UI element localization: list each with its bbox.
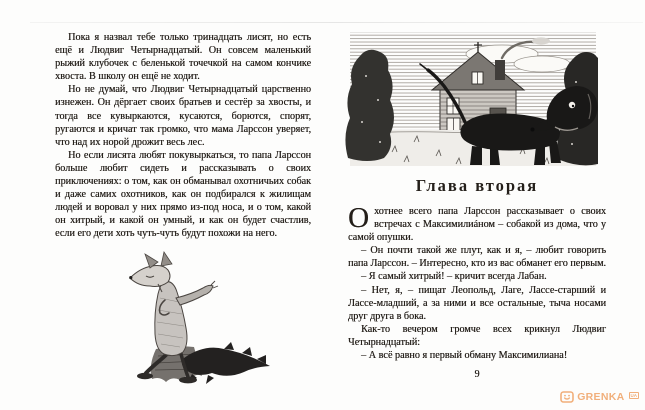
watermark-brand-text: GRENKA bbox=[577, 391, 625, 403]
paragraph: – Нет, я, – пищат Леопольд, Лаге, Лассе-старший и Лассе-младший, а за ними и все остальные, тыча носами друг друга в бока. bbox=[348, 284, 606, 322]
watermark-badge: UA bbox=[630, 393, 637, 398]
paragraph: Как-то вечером громче всех крикнул Людвиг Четырнадцатый: bbox=[348, 323, 606, 348]
grenka-watermark bbox=[560, 391, 639, 403]
opening-text: хотнее всего папа Ларссон рассказывает о своих встречах с Максимилиáном – собакой из дома, что у самой опушки. bbox=[348, 206, 606, 244]
dachshund-house-illustration bbox=[344, 24, 602, 172]
right-text-block bbox=[348, 202, 606, 362]
fox-storyteller-illustration bbox=[100, 246, 285, 394]
paragraph: Но если лисята любят покувыркаться, то папа Ларссон больше любит сидеть и рассказывать о своих приключениях: о том, как он обманывал охотничьих собак и даже самих охотников, как он подбирался к жилищам людей и воровал у них прямо из-под носа, и о том, какой он хитрый, и какой он умный, и как он будет счастлив, если его дети хоть чуть-чуть будут похожи на него. bbox=[55, 149, 311, 240]
paragraph: – Он почти такой же плут, как и я, – любит говорить папа Ларссон. – Интересно, кто из вас обманет его первым. bbox=[348, 245, 606, 270]
opening-paragraph bbox=[348, 202, 606, 244]
paragraph: – А всё равно я первый обману Максимилиана! bbox=[361, 350, 568, 362]
right-page bbox=[330, 0, 645, 410]
grenka-smiley-icon bbox=[560, 391, 574, 403]
paragraph: Пока я назвал тебе только тринадцать лисят, но есть ещё и Людвиг Четырнадцатый. Он совсем маленький рыжий клубочек с беленькой точечкой на самом кончике хвоста. В школу он ещё не ходит. bbox=[55, 32, 311, 83]
left-text-block bbox=[55, 31, 311, 241]
drop-cap: О bbox=[348, 202, 369, 234]
chapter-title: Глава вторая bbox=[415, 176, 539, 195]
paragraph: – Я самый хитрый! – кричит всегда Лабан. bbox=[361, 271, 547, 283]
paragraph: Но не думай, что Людвиг Четырнадцатый царственно изнежен. Он дёргает своих братьев и сестёр за хвосты, и тогда все кувыркаются, кусаются, борются, спорят, ругаются и кричат так громко, что мама Ларссон уверяет, что над их норой дрожит весь лес. bbox=[55, 84, 311, 148]
page-number: 9 bbox=[474, 369, 480, 380]
